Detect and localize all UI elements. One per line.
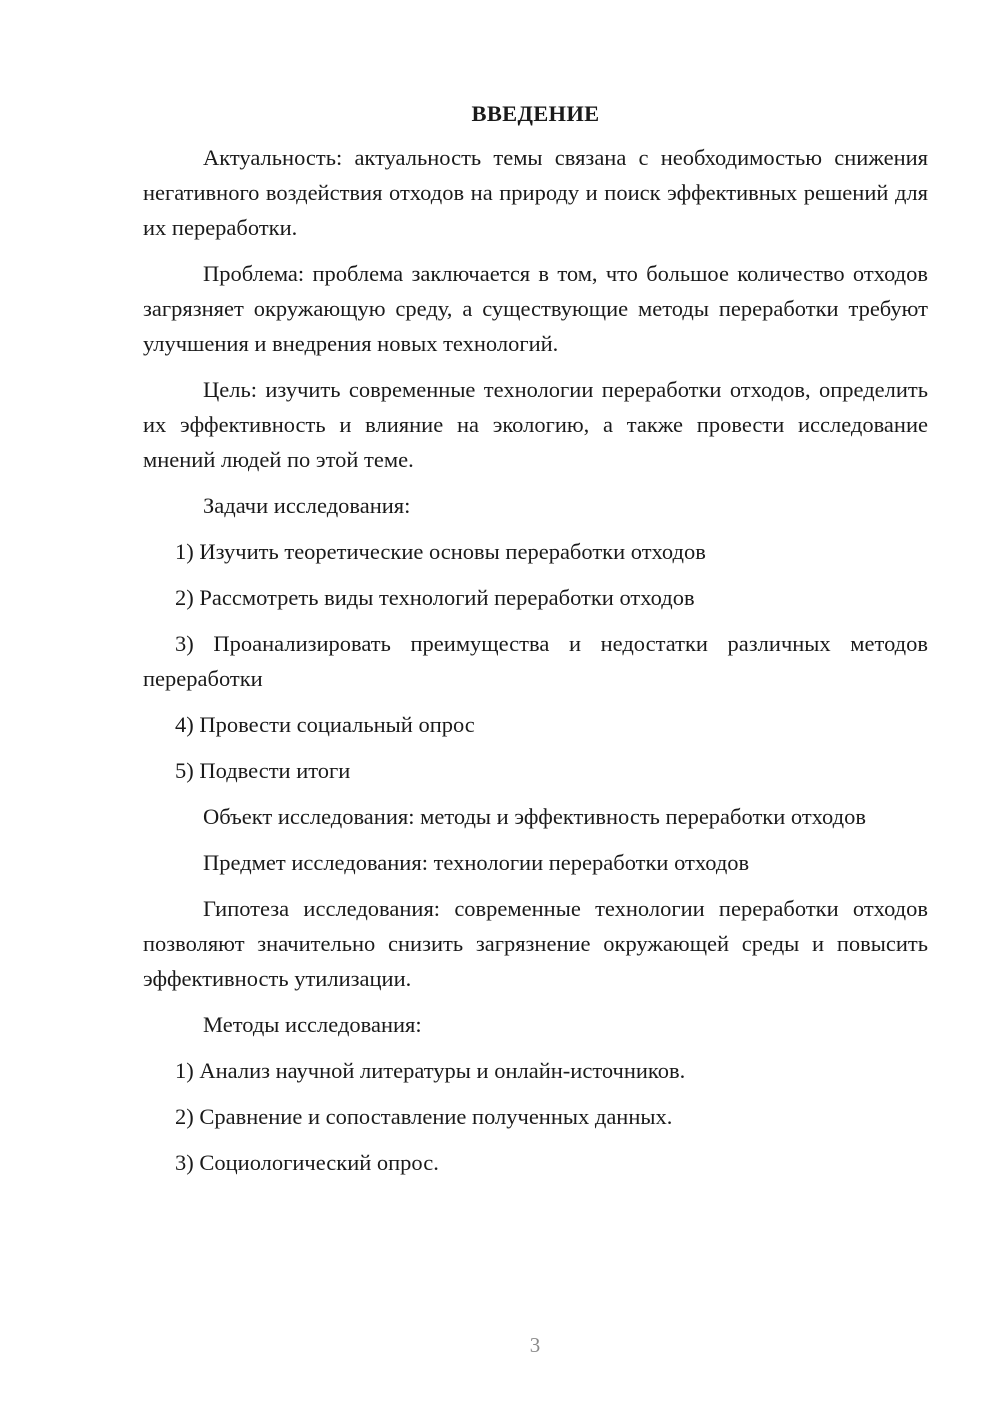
task-item: 3) Проанализировать преимущества и недостатки различных методов переработки [143,631,928,691]
tasks-heading: Задачи исследования: [203,493,411,518]
task-item: 5) Подвести итоги [175,758,351,783]
page-number: 3 [529,1333,541,1357]
page-content [143,96,928,1191]
task-item: 1) Изучить теоретические основы переработки отходов [175,539,706,564]
method-item: 1) Анализ научной литературы и онлайн-источников. [175,1058,686,1083]
task-item: 2) Рассмотреть виды технологий переработки отходов [175,585,695,610]
goal-paragraph: Цель: изучить современные технологии переработки отходов, определить их эффективность и влияние на экологию, а также провести исследование мнений людей по этой теме. [143,377,928,472]
method-item: 2) Сравнение и сопоставление полученных данных. [175,1104,673,1129]
subject-paragraph: Предмет исследования: технологии переработки отходов [203,850,750,875]
methods-heading: Методы исследования: [203,1012,422,1037]
hypothesis-paragraph: Гипотеза исследования: современные технологии переработки отходов позволяют значительно снизить загрязнение окружающей среды и повысить эффективность утилизации. [143,896,928,991]
section-title: ВВЕДЕНИЕ [471,101,600,126]
method-item: 3) Социологический опрос. [175,1150,439,1175]
object-paragraph: Объект исследования: методы и эффективность переработки отходов [203,804,866,829]
problem-paragraph: Проблема: проблема заключается в том, что большое количество отходов загрязняет окружающую среду, а существующие методы переработки требуют улучшения и внедрения новых технологий. [143,261,928,356]
relevance-paragraph: Актуальность: актуальность темы связана с необходимостью снижения негативного воздействия отходов на природу и поиск эффективных решений для их переработки. [143,145,928,240]
task-item: 4) Провести социальный опрос [175,712,475,737]
